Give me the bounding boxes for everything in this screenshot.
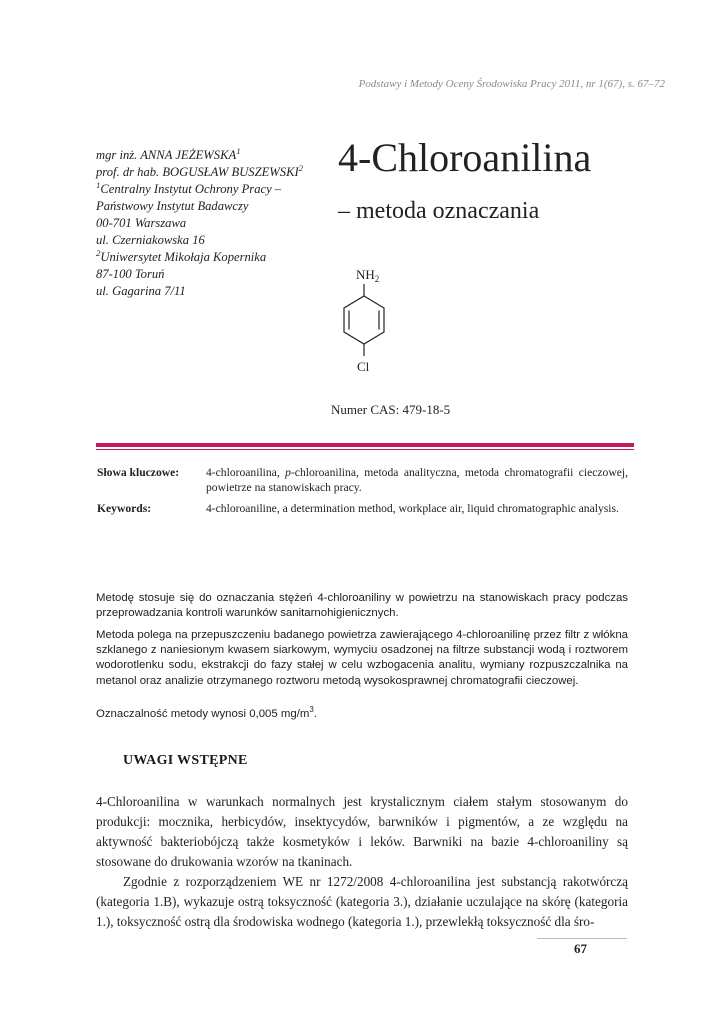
page-subtitle: – metoda oznaczania xyxy=(338,198,540,224)
benzene-ring xyxy=(344,296,384,344)
author-2: prof. dr hab. BOGUSŁAW BUSZEWSKI$^2$ xyxy=(96,162,304,179)
nh2-group-label: $NH_2$ xyxy=(356,267,380,284)
abstract-paragraph-2: Metoda polega na przepuszczeniu badanego powietrza zawierającego 4-chloroanilinę przez filtr z włókna szklanego z naniesionym kwasem siarkowym, wymyciu osadzonej na filtrze substancji wodą i roztworem wodorotlenku sodu, ekstrakcji do fazy stałej w celu wzbogacenia analitu, wymiany rozpuszczalnika na metanol oraz analizie otrzymanego roztworu metodą wysokosprawnej chromatografii cieczowej. xyxy=(96,629,628,687)
body-paragraph-1: 4-Chloroanilina w warunkach normalnych jest krystalicznym ciałem stałym stosowanym do produkcji: mocznika, herbicydów, insektycydów, barwników i pigmentów, a ze względu na aktywność bakteriobójczą także kosmetyków i leków. Barwniki na bazie 4-chloroaniliny są stosowane do drukowania wzorów na tkaninach. xyxy=(96,794,628,869)
abstract-paragraph-3: Oznaczalność metody wynosi 0,005 $mg/m^3$. xyxy=(96,705,317,720)
page-number: 67 xyxy=(574,941,587,956)
journal-header: Podstawy i Metody Oceny Środowiska Pracy 2011, nr 1(67), s. 67–72 xyxy=(358,78,665,90)
affiliation-1-line: 00-701 Warszawa xyxy=(96,216,187,230)
affiliation-2-line: $^2$Uniwersytet Mikołaja Kopernika xyxy=(96,247,267,264)
affiliation-2-line: 87-100 Toruń xyxy=(96,267,165,281)
abstract-paragraph-1: Metodę stosuje się do oznaczania stężeń 4-chloroaniliny w powietrzu na stanowiskach pracy podczas przeprowadzania kontroli warunków sanitarnohigienicznych. xyxy=(96,592,628,620)
section-heading: UWAGI WSTĘPNE xyxy=(123,753,248,768)
keywords-en-text: 4-chloroaniline, a determination method, workplace air, liquid chromatographic analysis. xyxy=(206,502,619,515)
cl-group-label: Cl xyxy=(357,359,370,374)
keywords-pl-label: Słowa kluczowe: xyxy=(97,466,180,479)
divider-thick xyxy=(96,443,634,447)
affiliation-1-line: ul. Czerniakowska 16 xyxy=(96,233,205,247)
author-block xyxy=(96,147,336,300)
author-1: mgr inż. ANNA JEŻEWSKA$^1$ xyxy=(96,145,241,162)
affiliation-2-line: ul. Gagarina 7/11 xyxy=(96,284,186,298)
cas-number: Numer CAS: 479-18-5 xyxy=(331,402,451,417)
keywords-pl-text: 4-chloroanilina, p-chloroanilina, metoda analityczna, metoda chromatografii cieczowej, powietrze na stanowiskach pracy. xyxy=(206,466,628,494)
affiliation-1-line: Państwowy Instytut Badawczy xyxy=(96,199,249,213)
body-paragraph-2: Zgodnie z rozporządzeniem WE nr 1272/2008 4-chloroanilina jest substancją rakotwórczą (kategoria 1.B), wykazuje ostrą toksyczność (kategoria 3.), działanie uczulające na skórę (kategoria 1.), toksyczność ostrą dla środowiska wodnego (kategoria 1.), przewlekłą toksyczność dla śro- xyxy=(96,874,628,929)
keywords-en-label: Keywords: xyxy=(97,502,152,515)
divider-thin xyxy=(96,449,634,450)
page-title: 4-Chloroanilina xyxy=(338,135,592,180)
chemical-structure xyxy=(320,262,410,382)
affiliation-1-line: $^1$Centralny Instytut Ochrony Pracy – xyxy=(96,179,282,196)
footer-rule xyxy=(537,938,627,939)
